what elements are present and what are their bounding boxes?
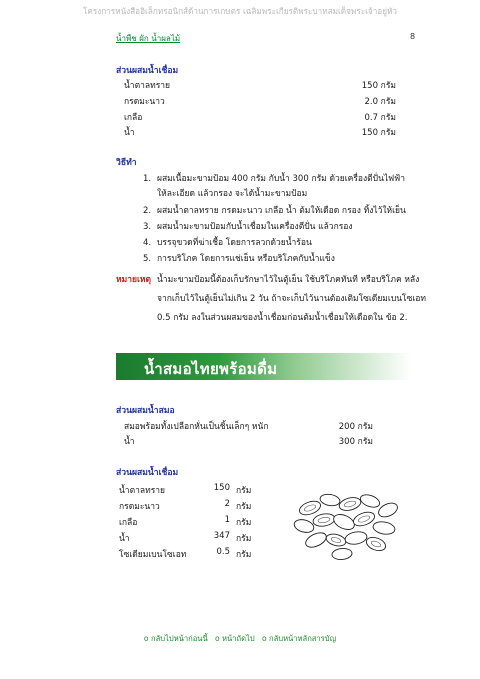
syrup2-name-4: โซเดียมเบนโซเอท [119,550,187,560]
home-toc-link[interactable]: o กลับหน้าหลักสารบัญ [261,634,337,643]
step-number: 4. [143,238,152,248]
syrup2-qty-0: 150 [213,483,230,493]
syrup1-name-0: น้ำตาลทราย [124,81,171,91]
ingredient-amount-1: 300 กรัม [338,437,373,447]
syrup1-name-2: เกลือ [124,113,143,123]
step-text: ผสมน้ำมะขามป้อมกับน้ำเชื่อมในเครื่องตีปั่น แล้วกรอง [157,222,353,232]
syrup1-amount-1: 2.0 กรัม [364,97,396,107]
banner-title: น้ำสมอไทยพร้อมดื่ม [144,360,278,378]
ingredient-name-1: น้ำ [124,437,135,447]
step-4 [143,235,312,249]
footer-nav [0,633,480,645]
page-number: 8 [410,32,416,41]
ingredient-amount-0: 200 กรัม [338,422,373,432]
syrup2-qty-3: 347 [213,531,230,541]
syrup2-unit-3: กรัม [236,534,252,544]
syrup2-unit-1: กรัม [236,502,252,512]
syrup2-qty-2: 1 [224,515,230,525]
page-header: โครงการหนังสืออิเล็กทรอนิกส์ด้านการเกษตร เฉลิมพระเกียรติพระบาทสมเด็จพระเจ้าอยู่หัว [82,6,398,16]
syrup1-name-1: กรดมะนาว [124,97,165,107]
step-text: บรรจุขวดที่ฆ่าเชื้อ โดยการลวกด้วยน้ำร้อน [157,238,312,248]
ingredients-heading: ส่วนผสมน้ำสมอ [116,406,175,416]
syrup2-name-3: น้ำ [119,534,130,544]
step-number: 1. [143,174,152,184]
syrup-heading-1: ส่วนผสมน้ำเชื่อม [116,66,179,76]
syrup2-unit-0: กรัม [236,486,252,496]
syrup1-name-3: น้ำ [124,128,135,138]
syrup2-name-0: น้ำตาลทราย [119,486,166,496]
step-1 [143,171,405,185]
note-line-3: 0.5 กรัม ลงในส่วนผสมของน้ำเชื่อมก่อนต้มน้ำเชื่อมให้เดือดใน ข้อ 2. [157,313,408,323]
step-text: ผสมน้ำตาลทราย กรดมะนาว เกลือ น้ำ ต้มให้เดือด กรอง ทิ้งไว้ให้เย็น [157,206,406,216]
note-line-2: จากเก็บไว้ในตู้เย็นไม่เกิน 2 วัน ถ้าจะเก็บไว้นานต้องเติมโซเดียมเบนโซเอท [157,294,426,304]
syrup2-qty-4: 0.5 [216,547,230,557]
note-line-1: น้ำมะขามป้อมนี้ต้องเก็บรักษาไว้ในตู้เย็น ใช้บริโภคทันที หรือบริโภค หลัง [157,275,420,285]
syrup1-amount-0: 150 กรัม [361,81,396,91]
syrup2-name-1: กรดมะนาว [119,502,160,512]
step-number: 5. [143,254,152,264]
syrup2-name-2: เกลือ [119,518,138,528]
syrup2-qty-1: 2 [224,499,230,509]
syrup2-unit-2: กรัม [236,518,252,528]
step-3 [143,219,353,233]
step-number: 3. [143,222,152,232]
step-1-cont: ให้ละเอียด แล้วกรอง จะได้น้ำมะขามป้อม [157,189,308,199]
prev-page-link[interactable]: o กลับไปหน้าก่อนนี้ [143,634,208,643]
syrup2-unit-4: กรัม [236,550,252,560]
syrup1-amount-2: 0.7 กรัม [364,113,396,123]
ingredient-name-0: สมอพร้อมทั้งเปลือกหั่นเป็นชิ้นเล็กๆ หนัก [124,422,269,432]
step-5 [143,251,335,265]
syrup1-amount-3: 150 กรัม [361,128,396,138]
step-text: ผสมเนื้อมะขามป้อม 400 กรัม กับน้ำ 300 กรัม ด้วยเครื่องตีปั่นไฟฟ้า [157,174,405,184]
next-page-link[interactable]: o หน้าถัดไป [214,634,255,643]
note-label: หมายเหตุ [116,275,151,285]
step-2 [143,203,406,217]
fruit-slices-illustration [292,488,404,562]
method-heading: วิธีทำ [116,158,137,168]
step-text: การบริโภค โดยการแช่เย็น หรือบริโภคกับน้ำแข็ง [157,254,335,264]
breadcrumb[interactable]: น้ำพืช ผัก น้ำผลไม้ [116,34,181,43]
syrup-heading-2: ส่วนผสมน้ำเชื่อม [116,468,179,478]
step-number: 2. [143,206,152,216]
